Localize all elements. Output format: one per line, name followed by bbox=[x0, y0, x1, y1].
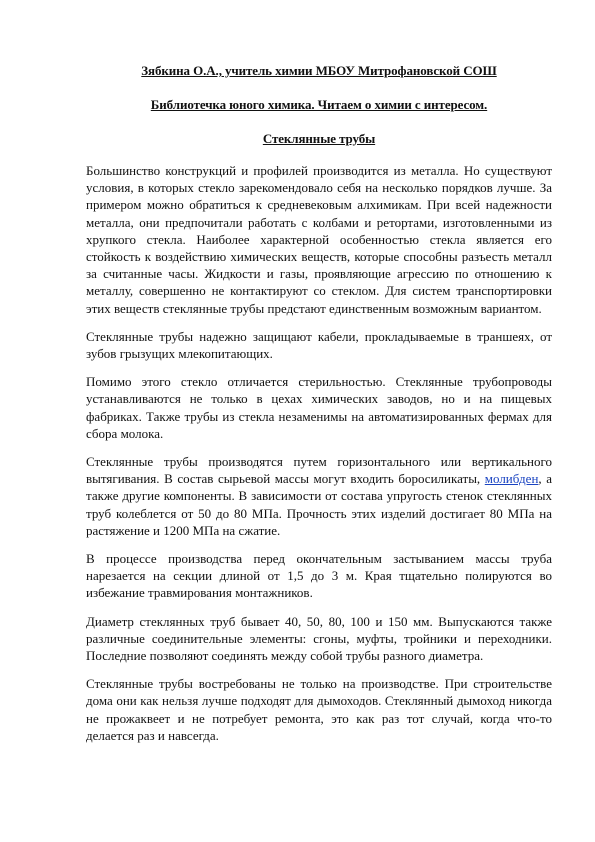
paragraph-3: Помимо этого стекло отличается стерильностью. Стеклянные трубопроводы устанавливаются не только в цехах химических заводов, но и на пищевых фабриках. Также трубы из стекла незаменимы на автоматизированных фермах для сбора молока. bbox=[86, 374, 552, 441]
paragraph-4 bbox=[86, 453, 552, 539]
paragraph-4-text-start: Стеклянные трубы производятся путем горизонтального или вертикального вытягивания. В состав сырьевой массы могут входить боросиликаты, bbox=[86, 454, 552, 487]
author-heading: Зябкина О.А., учитель химии МБОУ Митрофановской СОШ bbox=[141, 63, 497, 78]
document-content bbox=[86, 62, 552, 755]
article-title: Стеклянные трубы bbox=[262, 131, 376, 146]
paragraph-7: Стеклянные трубы востребованы не только на производстве. При строительстве дома они как нельзя лучше подходят для дымоходов. Стеклянный дымоход никогда не прожаквеет и не потребует ремонта, это как раз тот случай, когда что-то делается раз и навсегда. bbox=[86, 676, 552, 743]
paragraph-5: В процессе производства перед окончательным застыванием массы труба нарезается на секции длиной от 1,5 до 3 м. Края тщательно полируются во избежание травмирования монтажников. bbox=[86, 551, 552, 601]
series-heading: Библиотечка юного химика. Читаем о химии с интересом. bbox=[150, 97, 488, 112]
paragraph-4-text-end: , а также другие компоненты. В зависимости от состава упругость стенок стеклянных труб колеблется от 50 до 80 МПа. Прочность этих изделий достигает 80 МПа на растяжение и 1200 МПа на сжатие. bbox=[86, 471, 552, 538]
paragraph-6: Диаметр стеклянных труб бывает 40, 50, 80, 100 и 150 мм. Выпускаются также различные соединительные элементы: сгоны, муфты, тройники и переходники. Последние позволяют соединять между собой трубы разного диаметра. bbox=[86, 613, 552, 664]
paragraph-2: Стеклянные трубы надежно защищают кабели, прокладываемые в траншеях, от зубов грызущих млекопитающих. bbox=[86, 328, 552, 362]
paragraph-1: Большинство конструкций и профилей производится из металла. Но существуют условия, в которых стекло зарекомендовало себя на несколько порядков лучше. За примером можно обратиться к средневековым алхимикам. При всей надежности металла, они предпочитали работать с колбами и ретортами, изготовленными из хрупкого стекла. Наиболее характерной особенностью стекла является его стойкость к воздействию химических веществ, которые способны разъесть металл за считанные часы. Жидкости и газы, проявляющие агрессию по отношению к металлу, совершенно не контактируют со стеклом. Для систем транспортировки этих веществ стеклянные трубы предстают единственным возможным вариантом. bbox=[86, 163, 552, 316]
molybdenum-link[interactable]: молибден bbox=[484, 471, 539, 487]
